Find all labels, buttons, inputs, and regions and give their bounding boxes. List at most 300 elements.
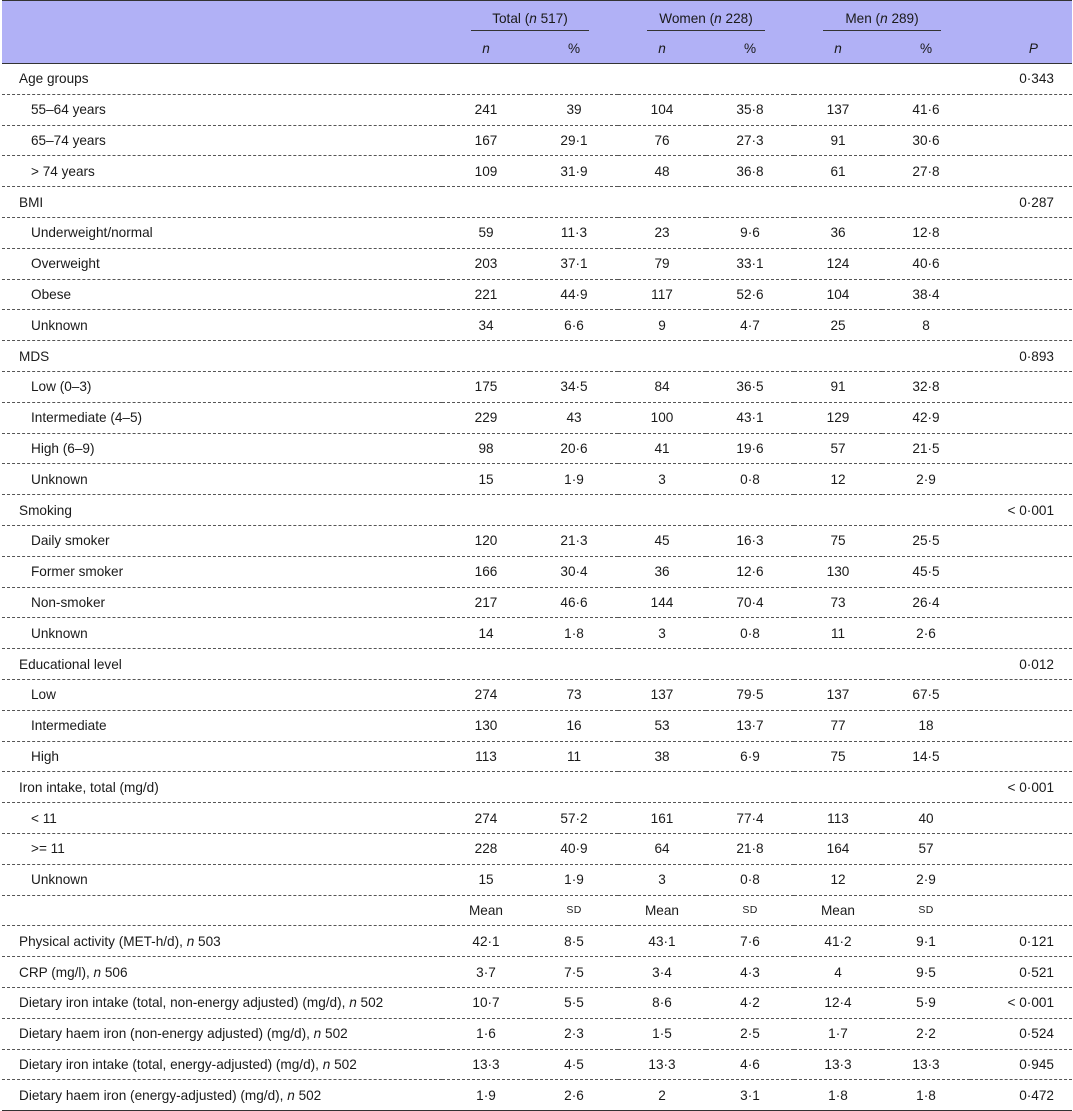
empty-cell [618,495,706,526]
empty-cell [970,710,1072,741]
table-row [2,94,1072,125]
mean-cell: 10·7 [442,987,530,1018]
percent-cell: 21·5 [882,433,970,464]
percent-cell: 6·9 [706,741,794,772]
count-cell: 15 [442,864,530,895]
table-row [2,402,1072,433]
empty-cell [618,341,706,372]
section-row [2,64,1072,95]
mean-cell: 13·3 [618,1049,706,1080]
table-row [2,125,1072,156]
row-label [2,1018,442,1049]
empty-cell [618,187,706,218]
table-row [2,926,1072,957]
row-label: >= 11 [2,833,442,864]
empty-cell [706,187,794,218]
sd-cell: 7·5 [530,957,618,988]
sd-cell: 2·6 [530,1080,618,1111]
count-cell: 57 [794,433,882,464]
p-value: 0·121 [970,926,1072,957]
count-cell: 34 [442,310,530,341]
header-n: n [442,33,530,64]
p-value: 0·524 [970,1018,1072,1049]
mean-cell: 3·4 [618,957,706,988]
table-row [2,987,1072,1018]
header-empty-label [2,33,442,64]
row-label-text: Dietary haem iron (energy-adjusted) (mg/d), [19,1087,284,1103]
count-cell: 166 [442,556,530,587]
percent-cell: 30·4 [530,556,618,587]
row-label-text: Physical activity (MET-h/d), [19,933,183,949]
empty-cell [794,64,882,95]
empty-cell [970,525,1072,556]
sd-cell: 7·6 [706,926,794,957]
sd-header: SD [882,895,970,926]
count-cell: 91 [794,371,882,402]
percent-cell: 13·7 [706,710,794,741]
empty-cell [706,341,794,372]
empty-cell [794,341,882,372]
count-cell: 120 [442,525,530,556]
percent-cell: 1·9 [530,864,618,895]
empty-cell [706,495,794,526]
mean-cell: 3·7 [442,957,530,988]
section-row [2,649,1072,680]
empty-cell [530,341,618,372]
percent-cell: 57·2 [530,803,618,834]
sd-cell: 13·3 [882,1049,970,1080]
percent-cell: 2·9 [882,464,970,495]
count-cell: 79 [618,248,706,279]
count-cell: 130 [794,556,882,587]
count-cell: 76 [618,125,706,156]
count-cell: 3 [618,618,706,649]
row-label: 55–64 years [2,94,442,125]
header-pct: % [882,33,970,64]
p-value: < 0·001 [970,772,1072,803]
row-label: Unknown [2,464,442,495]
empty-cell [442,187,530,218]
empty-cell [970,310,1072,341]
percent-cell: 27·8 [882,156,970,187]
section-row [2,341,1072,372]
count-cell: 98 [442,433,530,464]
empty-cell [442,341,530,372]
table-row [2,803,1072,834]
table-row [2,833,1072,864]
percent-cell: 41·6 [882,94,970,125]
mean-cell: 1·9 [442,1080,530,1111]
mean-header: Mean [794,895,882,926]
table-row [2,741,1072,772]
percent-cell: 12·8 [882,217,970,248]
n-value: 502 [360,995,384,1011]
header-group-total: Total (n 517) [442,1,618,34]
percent-cell: 31·9 [530,156,618,187]
mean-cell: 8·6 [618,987,706,1018]
count-cell: 104 [794,279,882,310]
empty-cell [530,649,618,680]
p-value: < 0·001 [970,495,1072,526]
row-label [2,957,442,988]
empty-cell [706,64,794,95]
row-label: High (6–9) [2,433,442,464]
count-cell: 129 [794,402,882,433]
n-label: n [287,1087,295,1103]
n-label: n [322,1056,331,1072]
header-pct: % [706,33,794,64]
sd-cell: 5·5 [530,987,618,1018]
header-group-women: Women (n 228) [618,1,794,34]
table-row [2,433,1072,464]
row-label: Overweight [2,248,442,279]
percent-cell: 1·9 [530,464,618,495]
percent-cell: 45·5 [882,556,970,587]
header-row-groups [2,1,1072,34]
empty-cell [618,772,706,803]
sd-cell: 1·8 [882,1080,970,1111]
mean-cell: 1·6 [442,1018,530,1049]
table-row [2,525,1072,556]
section-row [2,772,1072,803]
header-row-sub [2,33,1072,64]
table-row [2,248,1072,279]
percent-cell: 16·3 [706,525,794,556]
percent-cell: 12·6 [706,556,794,587]
percent-cell: 0·8 [706,464,794,495]
table-body [2,64,1072,1111]
percent-cell: 32·8 [882,371,970,402]
percent-cell: 30·6 [882,125,970,156]
empty-cell [794,495,882,526]
percent-cell: 38·4 [882,279,970,310]
data-table [2,0,1072,1111]
count-cell: 229 [442,402,530,433]
percent-cell: 2·9 [882,864,970,895]
count-cell: 217 [442,587,530,618]
count-cell: 36 [794,217,882,248]
count-cell: 61 [794,156,882,187]
table-row [2,310,1072,341]
sd-header: SD [530,895,618,926]
p-value: 0·945 [970,1049,1072,1080]
mean-cell: 1·8 [794,1080,882,1111]
empty-cell [882,495,970,526]
empty-cell [970,371,1072,402]
mean-cell: 13·3 [442,1049,530,1080]
header-pct: % [530,33,618,64]
percent-cell: 6·6 [530,310,618,341]
sd-cell: 8·5 [530,926,618,957]
count-cell: 241 [442,94,530,125]
row-label: Intermediate (4–5) [2,402,442,433]
count-cell: 228 [442,833,530,864]
sd-cell: 2·5 [706,1018,794,1049]
count-cell: 113 [442,741,530,772]
p-value: 0·893 [970,341,1072,372]
count-cell: 117 [618,279,706,310]
empty-cell [970,125,1072,156]
count-cell: 23 [618,217,706,248]
count-cell: 3 [618,464,706,495]
header-group-men: Men (n 289) [794,1,970,34]
p-value: 0·521 [970,957,1072,988]
count-cell: 12 [794,464,882,495]
section-row [2,187,1072,218]
mean-cell: 42·1 [442,926,530,957]
percent-cell: 11·3 [530,217,618,248]
percent-cell: 34·5 [530,371,618,402]
table-header [2,1,1072,64]
section-label: Iron intake, total (mg/d) [2,772,442,803]
row-label-text: CRP (mg/l), [19,964,90,980]
empty-cell [530,187,618,218]
section-label: BMI [2,187,442,218]
empty-cell [882,341,970,372]
count-cell: 175 [442,371,530,402]
count-cell: 137 [794,679,882,710]
row-label [2,926,442,957]
p-value: 0·287 [970,187,1072,218]
percent-cell: 46·6 [530,587,618,618]
empty-cell [970,741,1072,772]
count-cell: 41 [618,433,706,464]
count-cell: 84 [618,371,706,402]
header-n: n [794,33,882,64]
row-label: Former smoker [2,556,442,587]
empty-cell [882,772,970,803]
table-row [2,1018,1072,1049]
sd-cell: 9·5 [882,957,970,988]
percent-cell: 35·8 [706,94,794,125]
empty-cell [970,833,1072,864]
percent-cell: 21·3 [530,525,618,556]
count-cell: 25 [794,310,882,341]
count-cell: 38 [618,741,706,772]
sd-header: SD [706,895,794,926]
row-label: Non-smoker [2,587,442,618]
row-label: 65–74 years [2,125,442,156]
p-value: 0·012 [970,649,1072,680]
percent-cell: 20·6 [530,433,618,464]
empty-cell [970,895,1072,926]
count-cell: 130 [442,710,530,741]
percent-cell: 26·4 [882,587,970,618]
empty-cell [882,187,970,218]
table-row [2,1080,1072,1111]
empty-cell [970,248,1072,279]
percent-cell: 40 [882,803,970,834]
count-cell: 104 [618,94,706,125]
stat-subheader-row [2,895,1072,926]
percent-cell: 0·8 [706,618,794,649]
empty-cell [442,649,530,680]
percent-cell: 40·6 [882,248,970,279]
table-row [2,217,1072,248]
empty-cell [970,402,1072,433]
section-row [2,495,1072,526]
empty-cell [970,803,1072,834]
empty-cell [882,64,970,95]
n-value: 502 [298,1087,322,1103]
count-cell: 64 [618,833,706,864]
count-cell: 221 [442,279,530,310]
header-empty-p [970,1,1072,34]
table-row [2,957,1072,988]
row-label: Unknown [2,618,442,649]
percent-cell: 67·5 [882,679,970,710]
mean-cell: 1·7 [794,1018,882,1049]
empty-cell [970,94,1072,125]
count-cell: 73 [794,587,882,618]
percent-cell: 21·8 [706,833,794,864]
empty-cell [530,772,618,803]
count-cell: 12 [794,864,882,895]
sd-cell: 5·9 [882,987,970,1018]
count-cell: 14 [442,618,530,649]
count-cell: 15 [442,464,530,495]
empty-cell [442,64,530,95]
empty-cell [530,495,618,526]
percent-cell: 43·1 [706,402,794,433]
percent-cell: 25·5 [882,525,970,556]
count-cell: 75 [794,741,882,772]
count-cell: 11 [794,618,882,649]
empty-cell [970,679,1072,710]
percent-cell: 77·4 [706,803,794,834]
mean-cell: 2 [618,1080,706,1111]
table-container [2,0,1072,1111]
row-label: > 74 years [2,156,442,187]
empty-cell [970,556,1072,587]
empty-cell [882,649,970,680]
count-cell: 113 [794,803,882,834]
sd-cell: 2·3 [530,1018,618,1049]
percent-cell: 2·6 [882,618,970,649]
row-label [2,1080,442,1111]
empty-cell [970,618,1072,649]
p-value: 0·343 [970,64,1072,95]
count-cell: 53 [618,710,706,741]
mean-cell: 43·1 [618,926,706,957]
row-label: Unknown [2,864,442,895]
percent-cell: 18 [882,710,970,741]
percent-cell: 11 [530,741,618,772]
count-cell: 75 [794,525,882,556]
count-cell: 59 [442,217,530,248]
section-label: Smoking [2,495,442,526]
percent-cell: 44·9 [530,279,618,310]
empty-cell [706,649,794,680]
p-value: 0·472 [970,1080,1072,1111]
sd-cell: 4·2 [706,987,794,1018]
section-label: Age groups [2,64,442,95]
empty-cell [970,587,1072,618]
table-row [2,279,1072,310]
percent-cell: 33·1 [706,248,794,279]
header-p: P [970,33,1072,64]
row-label-text: Dietary haem iron (non-energy adjusted) (mg/d), [19,1026,310,1042]
table-row [2,464,1072,495]
percent-cell: 39 [530,94,618,125]
n-value: 502 [325,1026,348,1042]
table-row [2,371,1072,402]
percent-cell: 16 [530,710,618,741]
table-row [2,156,1072,187]
p-value: < 0·001 [970,987,1072,1018]
percent-cell: 73 [530,679,618,710]
sd-cell: 4·3 [706,957,794,988]
table-row [2,587,1072,618]
count-cell: 274 [442,679,530,710]
empty-cell [530,64,618,95]
percent-cell: 57 [882,833,970,864]
percent-cell: 70·4 [706,587,794,618]
count-cell: 45 [618,525,706,556]
n-value: 506 [104,964,128,980]
mean-cell: 13·3 [794,1049,882,1080]
row-label [2,1049,442,1080]
row-label [2,987,442,1018]
percent-cell: 1·8 [530,618,618,649]
empty-cell [706,772,794,803]
percent-cell: 14·5 [882,741,970,772]
row-label: Unknown [2,310,442,341]
empty-cell [442,772,530,803]
mean-cell: 4 [794,957,882,988]
empty-cell [2,895,442,926]
empty-cell [794,187,882,218]
section-label: Educational level [2,649,442,680]
mean-header: Mean [442,895,530,926]
mean-cell: 41·2 [794,926,882,957]
percent-cell: 4·7 [706,310,794,341]
percent-cell: 8 [882,310,970,341]
count-cell: 161 [618,803,706,834]
percent-cell: 27·3 [706,125,794,156]
empty-cell [970,156,1072,187]
table-row [2,710,1072,741]
sd-cell: 9·1 [882,926,970,957]
row-label-text: Dietary iron intake (total, non-energy adjusted) (mg/d), [19,995,346,1011]
row-label: High [2,741,442,772]
count-cell: 137 [618,679,706,710]
count-cell: 48 [618,156,706,187]
empty-cell [618,64,706,95]
count-cell: 3 [618,864,706,895]
mean-cell: 12·4 [794,987,882,1018]
count-cell: 100 [618,402,706,433]
count-cell: 144 [618,587,706,618]
count-cell: 124 [794,248,882,279]
row-label: Obese [2,279,442,310]
row-label: Daily smoker [2,525,442,556]
count-cell: 91 [794,125,882,156]
percent-cell: 40·9 [530,833,618,864]
percent-cell: 36·8 [706,156,794,187]
percent-cell: 9·6 [706,217,794,248]
table-row [2,679,1072,710]
empty-cell [618,649,706,680]
count-cell: 137 [794,94,882,125]
empty-cell [970,864,1072,895]
mean-cell: 1·5 [618,1018,706,1049]
percent-cell: 42·9 [882,402,970,433]
header-empty [2,1,442,34]
count-cell: 164 [794,833,882,864]
percent-cell: 79·5 [706,679,794,710]
table-row [2,1049,1072,1080]
